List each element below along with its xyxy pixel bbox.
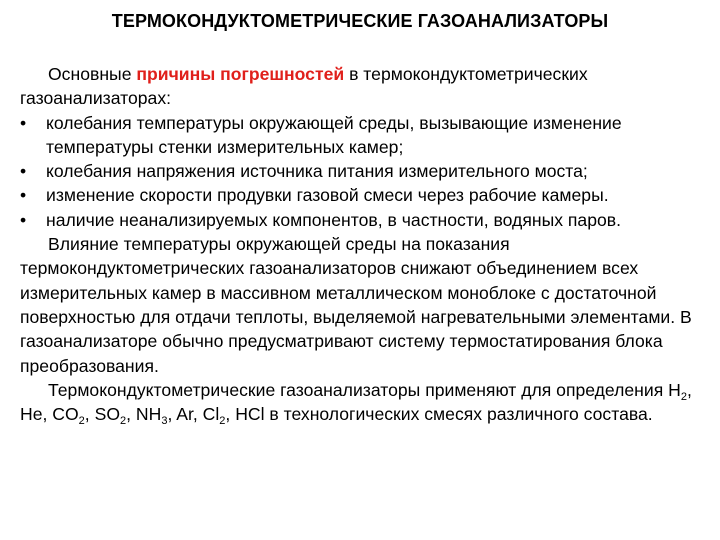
- formula-subscript: 2: [78, 415, 85, 428]
- formula-base: Cl: [202, 404, 220, 425]
- formula-separator: , Ar,: [167, 404, 203, 425]
- bullet-item: [20, 159, 710, 183]
- formula-subscript: 2: [680, 390, 687, 403]
- bullet-text: изменение скорости продувки газовой смеси через рабочие камеры.: [46, 185, 609, 206]
- formula-separator: ,: [126, 404, 136, 425]
- formula-subscript: 2: [120, 415, 127, 428]
- formula-separator: ,: [84, 404, 95, 425]
- bullet-text: колебания напряжения источника питания измерительного моста;: [46, 161, 588, 182]
- bullet-marker: •: [20, 185, 27, 206]
- bullet-marker: •: [20, 161, 27, 182]
- application-lead: Термокондуктометрические газоанализаторы применяют для определения: [48, 379, 669, 400]
- formula-base: CO: [52, 404, 79, 425]
- application-tail: , HCl в технологических смесях различного состава.: [225, 404, 653, 425]
- intro-paragraph: [20, 62, 710, 111]
- intro-highlight: причины погрешностей: [136, 64, 345, 84]
- formula-subscript: 2: [219, 415, 226, 428]
- intro-after: в термокондуктометрических газоанализаторах:: [20, 64, 588, 109]
- formula-cl2: [202, 404, 226, 428]
- formula-so2: [94, 404, 127, 428]
- formula-base: SO: [94, 404, 120, 425]
- formula-separator: , He,: [20, 379, 692, 425]
- temperature-paragraph: Влияние температуры окружающей среды на показания термокондуктометрических газоанализаторов снижают объединением всех измерительных камер в массивном металлическом моноблоке с достаточной поверхностью для отдачи теплоты, выделяемой нагревательными элементами. В газоанализаторе обычно предусматривают систему термостатирования блока преобразования.: [20, 234, 692, 376]
- bullet-item: [20, 183, 710, 207]
- formula-base: NH: [135, 404, 162, 425]
- application-paragraph: [20, 378, 710, 427]
- formula-subscript: 3: [161, 415, 168, 428]
- formula-h2: [668, 379, 687, 403]
- bullet-text: наличие неанализируемых компонентов, в частности, водяных паров.: [46, 209, 622, 230]
- bullet-item: [20, 208, 710, 232]
- slide-title: ТЕРМОКОНДУКТОМЕТРИЧЕСКИЕ ГАЗОАНАЛИЗАТОРЫ: [111, 11, 609, 31]
- bullet-marker: •: [20, 112, 27, 133]
- formula-base: H: [668, 379, 681, 400]
- intro-before: Основные: [48, 64, 137, 84]
- bullet-text: колебания температуры окружающей среды, вызывающие изменение температуры стенки измерительных камер;: [46, 112, 622, 157]
- bullet-marker: •: [20, 209, 27, 230]
- formula-nh3: [135, 404, 168, 428]
- slide-body: [20, 62, 710, 426]
- bullet-item: [20, 111, 710, 160]
- formula-co2: [52, 404, 85, 428]
